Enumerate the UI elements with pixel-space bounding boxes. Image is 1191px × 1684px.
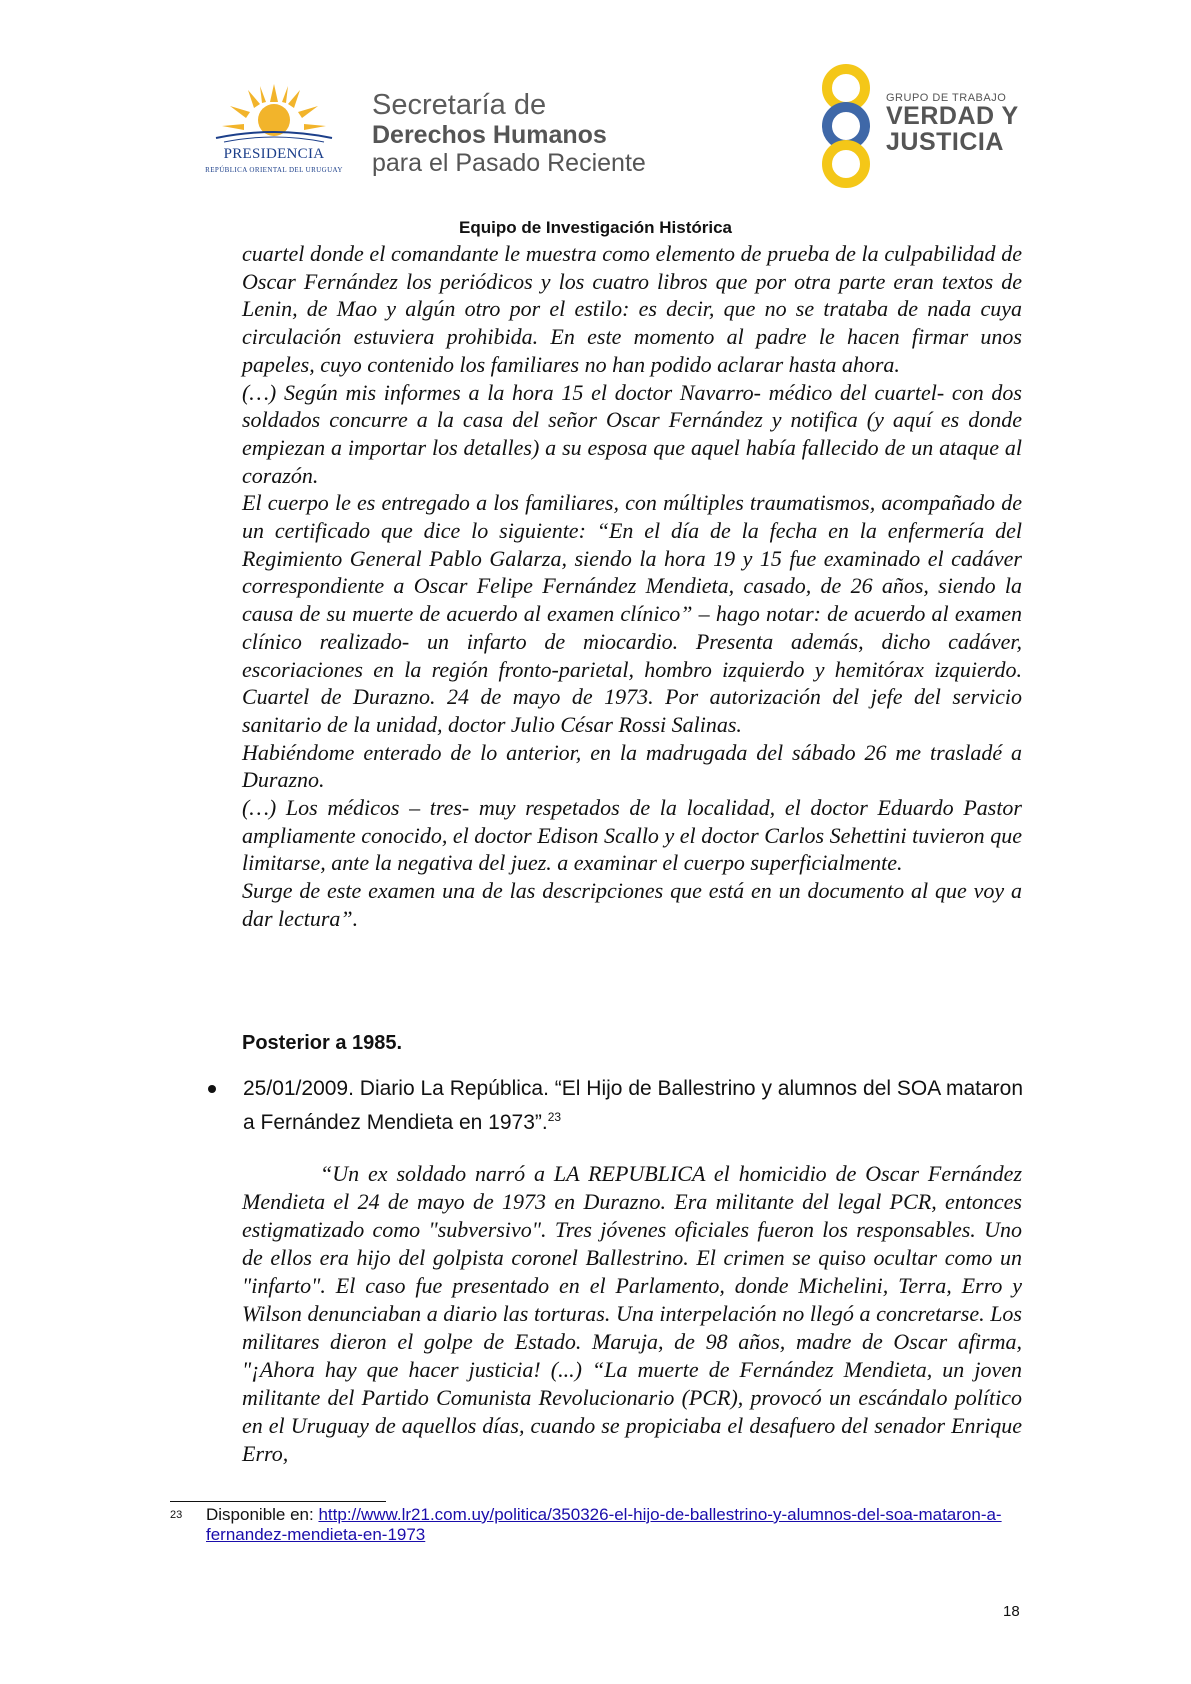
secretaria-line-3: para el Pasado Reciente: [372, 149, 646, 177]
grupo-trabajo-title: [886, 92, 1019, 155]
page-header: [0, 0, 1191, 237]
newspaper-quote: [242, 1160, 1022, 1468]
page-number: 18: [1003, 1603, 1020, 1620]
presidencia-label: PRESIDENCIA: [223, 146, 325, 162]
secretaria-line-2: Derechos Humanos: [372, 121, 607, 149]
paragraph: (…) Según mis informes a la hora 15 el doctor Navarro- médico del cuartel- con dos soldados concurre a la casa del señor Oscar Fernández y notifica (y aquí es donde empiezan a importar los detalles) a su esposa que aquel había fallecido de un ataque al corazón.: [242, 379, 1022, 488]
paragraph: Habiéndome enterado de lo anterior, en la madrugada del sábado 26 me trasladé a Durazno.: [242, 739, 1022, 793]
grupo-line-3: JUSTICIA: [886, 128, 1004, 156]
footnote-label: Disponible en:: [206, 1505, 319, 1524]
bullet-text: [243, 1075, 1023, 1137]
secretaria-line-1: Secretaría de: [372, 89, 547, 121]
bullet-text-content: 25/01/2009. Diario La República. “El Hijo de Ballestrino y alumnos del SOA mataron a Fernández Mendieta en 1973”.: [243, 1077, 1023, 1134]
quoted-testimony: [242, 240, 1022, 933]
footnote-number: 23: [170, 1509, 183, 1521]
team-title: Equipo de Investigación Histórica: [459, 218, 732, 237]
footnote-link[interactable]: http://www.lr21.com.uy/politica/350326-el-hijo-de-ballestrino-y-alumnos-del-soa-mataron-a-fernandez-mendieta-en-1973: [206, 1505, 1002, 1544]
section-heading: Posterior a 1985.: [242, 1032, 403, 1054]
paragraph: El cuerpo le es entregado a los familiares, con múltiples traumatismos, acompañado de un certificado que dice lo siguiente: “En el día de la fecha en la enfermería del Regimiento General Pablo Galarza, siendo la hora 19 y 15 fue examinado el cadáver correspondiente a Oscar Felipe Fernández Mendieta, casado, de 26 años, siendo la causa de su muerte de acuerdo al examen clínico” – hago notar: de acuerdo al examen clínico realizado- un infarto de miocardio. Presenta además, dicho cadáver, escoriaciones en la región fronto-parietal, hombro izquierdo y hemitórax izquierdo. Cuartel de Durazno. 24 de mayo de 1973. Por autorización del jefe del servicio sanitario de la unidad, doctor Julio César Rossi Salinas.: [242, 490, 1022, 737]
verdad-justicia-logo-icon: [808, 62, 898, 192]
paragraph: (…) Los médicos – tres- muy respetados de la localidad, el doctor Eduardo Pastor ampliamente conocido, el doctor Edison Scallo y el doctor Carlos Sehettini tuvieron que limitarse, ante la negativa del juez. a examinar el cuerpo superficialmente.: [242, 795, 1022, 876]
presidencia-subtitle: REPÚBLICA ORIENTAL DEL URUGUAY: [205, 166, 343, 174]
paragraph: Surge de este examen una de las descripciones que está en un documento al que voy a dar lectura”.: [242, 878, 1022, 931]
footnote-divider: [170, 1501, 386, 1502]
grupo-line-1: GRUPO DE TRABAJO: [886, 92, 1007, 104]
bullet-icon: [208, 1085, 216, 1093]
grupo-line-2: VERDAD Y: [886, 102, 1019, 130]
newspaper-quote-text: “Un ex soldado narró a LA REPUBLICA el homicidio de Oscar Fernández Mendieta el 24 de mayo de 1973 en Durazno. Era militante del legal PCR, entonces estigmatizado como "subversivo". Tres jóvenes oficiales fueron los responsables. Uno de ellos era hijo del golpista coronel Ballestrino. El crimen se quiso ocultar como un "infarto". El caso fue presentado en el Parlamento, donde Michelini, Terra, Erro y Wilson denunciaban a diario las torturas. Una interpelación no llegó a concretarse. Los militares dieron el golpe de Estado. Maruja, de 98 años, madre de Oscar afirma, "¡Ahora hay que hacer justicia! (...) “La muerte de Fernández Mendieta, un joven militante del Partido Comunista Revolucionario (PCR), provocó un escándalo político en el Uruguay de aquellos días, cuando se propiciaba el desafuero del senador Enrique Erro,: [242, 1161, 1022, 1466]
secretaria-title: [372, 90, 646, 177]
footnote-text: [206, 1505, 1026, 1545]
paragraph: cuartel donde el comandante le muestra como elemento de prueba de la culpabilidad de Oscar Fernández los periódicos y los cuatro libros que por otra parte eran textos de Lenin, de Mao y algún otro por el estilo: es decir, que no se trataba de nada cuya circulación estuviera prohibida. En este momento al padre le hacen firmar unos papeles, cuyo contenido los familiares no han podido aclarar hasta ahora.: [242, 241, 1022, 377]
footnote-ref[interactable]: 23: [547, 1110, 562, 1124]
